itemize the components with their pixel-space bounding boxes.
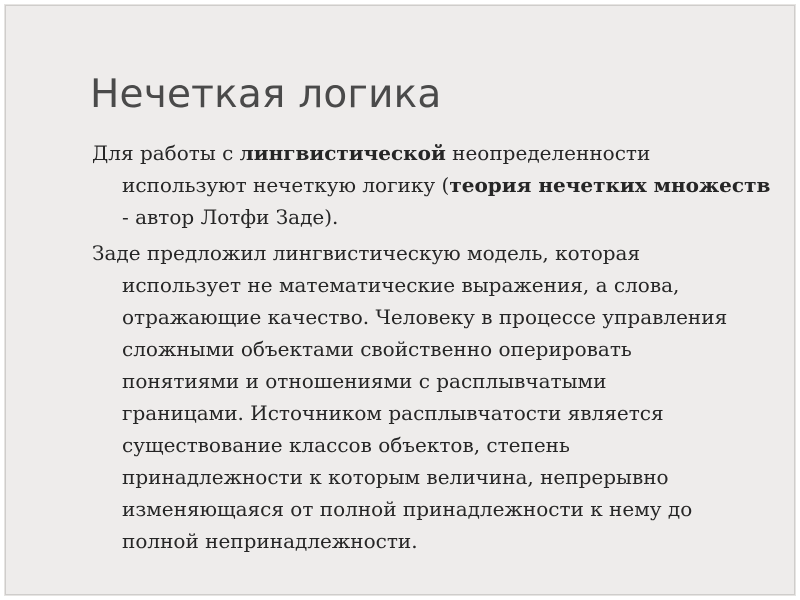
slide-body xyxy=(92,137,772,561)
text-line: изменяющаяся от полной принадлежности к нему до xyxy=(122,497,693,521)
paragraph-fuzzy-logic-intro xyxy=(92,137,772,233)
text-line: границами. Источником расплывчатости является xyxy=(122,401,664,425)
paragraph-zadeh-model xyxy=(92,237,772,557)
bold-term-fuzzy-sets: теория нечетких множеств xyxy=(449,173,771,197)
text-line: принадлежности к которым величина, непрерывно xyxy=(122,465,669,489)
slide xyxy=(5,5,795,595)
text-line: использует не математические выражения, а слова, xyxy=(122,273,680,297)
text-run: неопределенности используют нечеткую логику ( xyxy=(122,141,651,197)
text-line: существование классов объектов, степень xyxy=(122,433,570,457)
text-line: понятиями и отношениями с расплывчатыми xyxy=(122,369,607,393)
slide-title: Нечеткая логика xyxy=(90,72,442,117)
text-line: отражающие качество. Человеку в процессе управления xyxy=(122,305,728,329)
text-line: полной непринадлежности. xyxy=(122,529,418,553)
text-run: Для работы с xyxy=(92,141,240,165)
text-line: сложными объектами свойственно оперировать xyxy=(122,337,632,361)
text-run: - автор Лотфи Заде). xyxy=(122,205,339,229)
text-line: Заде предложил лингвистическую модель, которая xyxy=(92,241,641,265)
bold-term-linguistic: лингвистической xyxy=(239,141,446,165)
